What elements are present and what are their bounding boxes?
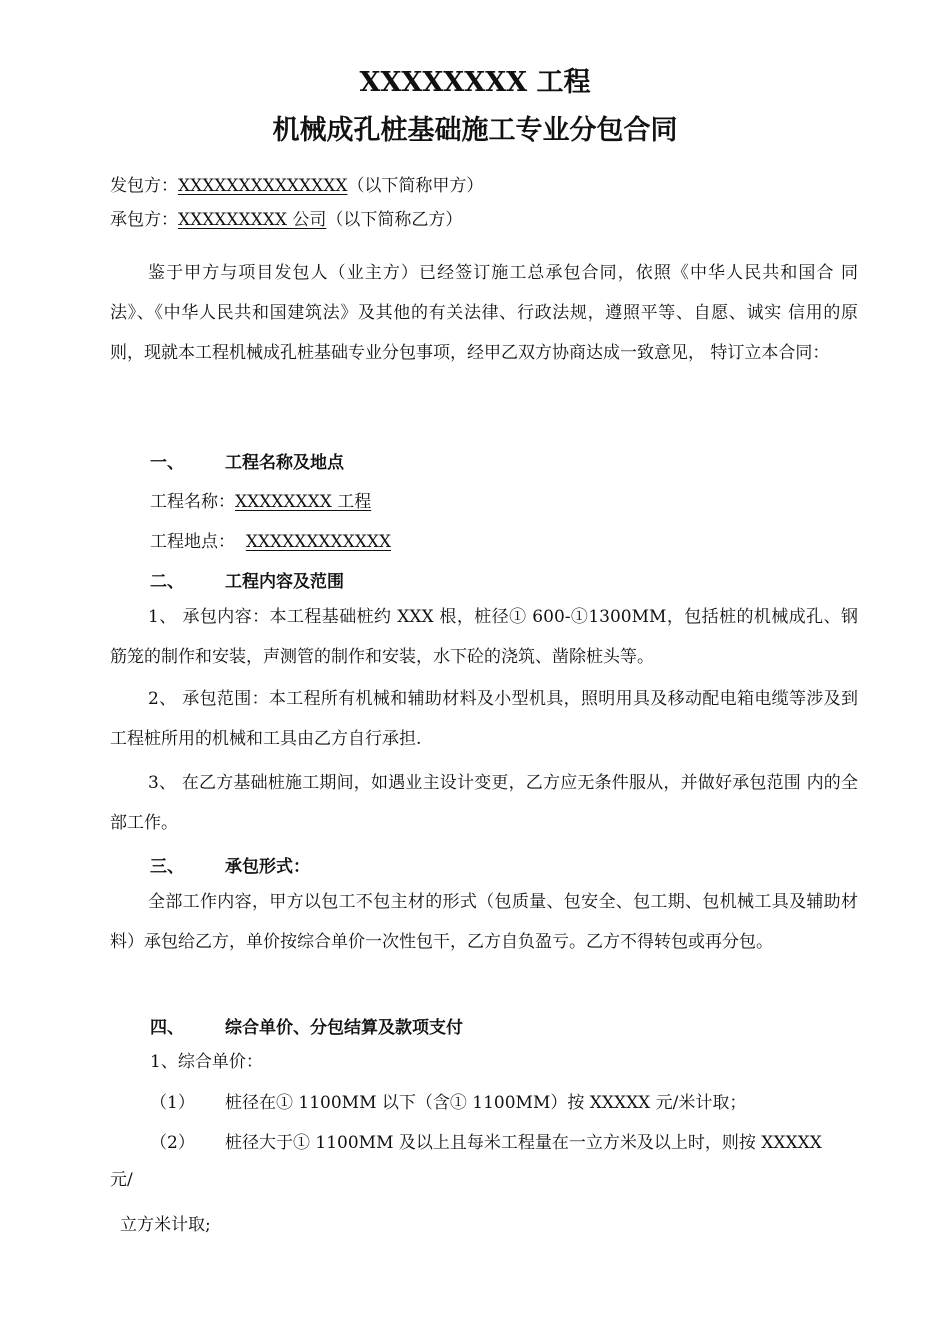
item1-text: 桩径在① 1100MM 以下（含① 1100MM）按 XXXXX 元/米计取； [225,1093,747,1113]
section2-clause3: 3、 在乙方基础桩施工期间，如遇业主设计变更，乙方应无条件服从，并做好承包范围 内的全部工作。 [110,773,858,833]
preamble-paragraph: 鉴于甲方与项目发包人（业主方）已经签订施工总承包合同，依照《中华人民共和国合 同法》、《中华人民共和国建筑法》及其他的有关法律、行政法规，遵照平等、自愿、诚实 信用的原则，现就本工程机械成孔桩基础专业分包事项，经甲乙双方协商达成一致意见， 特订立本合同： [110,263,858,363]
project-name-line [150,487,371,512]
unit-price-item1 [150,1088,746,1113]
project-title: XXXXXXXX 工程 [359,67,591,98]
employer-name: XXXXXXXXXXXXXX [178,176,348,196]
section2-clause2: 2、 承包范围：本工程所有机械和辅助材料及小型机具，照明用具及移动配电箱电缆等涉及到工程桩所用的机械和工具由乙方自行承担. [110,689,858,749]
unit-price-subheading: 1、综合单价： [150,1052,263,1072]
contract-title: 机械成孔桩基础施工专业分包合同 [272,115,678,146]
item2-tail: 立方米计取; [120,1215,211,1235]
contractor-label: 承包方： [110,210,178,230]
section1-number: 一、 [150,453,184,473]
section2-clause1: 1、 承包内容：本工程基础桩约 XXX 根，桩径① 600-①1300MM，包括桩的机械成孔、钢筋笼的制作和安装，声测管的制作和安装，水下砼的浇筑、凿除桩头等。 [110,607,858,667]
item2-continuation: 元/ [110,1170,133,1190]
section2-number: 二、 [150,572,184,592]
project-site-label: 工程地点： [150,532,235,552]
section4-heading [150,1013,463,1038]
section1-heading [150,448,344,473]
employer-label: 发包方： [110,176,178,196]
employer-note: （以下简称甲方） [347,176,484,196]
project-site-value: XXXXXXXXXXXX [245,532,392,552]
section3-number: 三、 [150,857,184,877]
project-name-label: 工程名称： [150,492,235,512]
contractor-note: （以下简称乙方） [326,210,463,230]
item2-number: （2） [150,1133,195,1153]
section1-title: 工程名称及地点 [225,453,344,473]
section4-number: 四、 [150,1018,184,1038]
project-name-value: XXXXXXXX 工程 [235,492,372,512]
section2-heading [150,567,344,592]
contractor-name: XXXXXXXXX 公司 [178,210,327,230]
item1-number: （1） [150,1093,195,1113]
section2-title: 工程内容及范围 [225,572,344,592]
unit-price-item2 [150,1128,822,1153]
contractor-line [110,210,462,230]
section4-title: 综合单价、分包结算及款项支付 [225,1018,463,1038]
employer-line [110,176,483,196]
section3-heading [150,852,310,877]
section3-title: 承包形式： [225,857,310,877]
item2-text: 桩径大于① 1100MM 及以上且每米工程量在一立方米及以上时，则按 XXXXX [225,1133,822,1153]
section3-paragraph: 全部工作内容，甲方以包工不包主材的形式（包质量、包安全、包工期、包机械工具及辅助材料）承包给乙方，单价按综合单价一次性包干，乙方自负盈亏。乙方不得转包或再分包。 [110,892,858,952]
project-site-line [150,527,391,552]
